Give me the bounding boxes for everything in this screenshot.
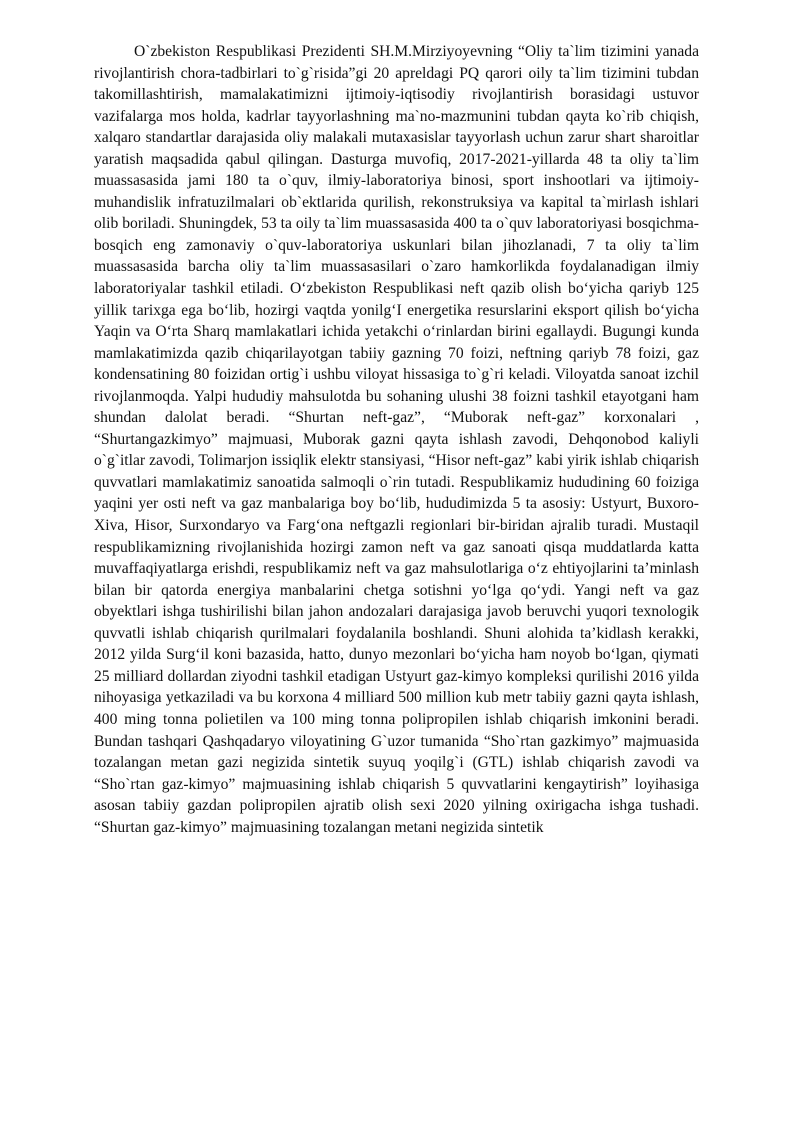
body-paragraph: O`zbekiston Respublikasi Prezidenti SH.M.Mirziyoyevning “Oliy ta`lim tizimini yanada rivojlantirish chora-tadbirlari to`g`risida”gi 20 apreldagi PQ qarori oily ta`lim tizimini tubdan takomillashtirish, mamalakatimizni ijtimoiy-iqtisodiy rivojlantirish borasidagi ustuvor vazifalarga mos holda, kadrlar tayyorlashning ma`no-mazmunini tubdan qayta ko`rib chiqish, xalqaro standartlar darajasida oliy malakali mutaxasislar tayyorlash uchun zarur shart sharoitlar yaratish maqsadida qabul qilingan. Dasturga muvofiq, 2017-2021-yillarda 48 ta oliy ta`lim muassasasida jami 180 ta o`quv, ilmiy-laboratoriya binosi, sport inshootlari va ijtimoiy-muhandislik infratuzilmalari ob`ektlarida qurilish, rekonstruksiya va kapital ta`mirlash ishlari olib boriladi. Shuningdek, 53 ta oily ta`lim muassasasida 400 ta o`quv laboratoriyasi bosqichma-bosqich eng zamonaviy o`quv-laboratoriya uskunlari bilan jihozlanadi, 7 ta oliy ta`lim muassasasida barcha oliy ta`lim muassasasilari o`zaro hamkorlikda foydalanadigan ilmiy laboratoriyalar tashkil etiladi. O‘zbekiston Respublikasi neft qazib olish bo‘yicha qariyb 125 yillik tarixga ega bo‘lib, hozirgi vaqtda yonilg‘I energetika resurslarini eksport qilish bo‘yicha Yaqin va O‘rta Sharq mamlakatlari ichida yetakchi o‘rinlardan birini egallaydi. Bugungi kunda mamlakatimizda qazib chiqarilayotgan tabiiy gazning 70 foizi, neftning qariyb 78 foizi, gaz kondensatining 80 foizidan ortig`i ushbu viloyat hissasiga to`g`ri keladi. Viloyatda sanoat izchil rivojlanmoqda. Yalpi hududiy mahsulotda bu sohaning ulushi 38 foizni tashkil etayotgani ham shundan dalolat beradi. “Shurtan neft-gaz”, “Muborak neft-gaz” korxonalari , “Shurtangazkimyo” majmuasi, Muborak gazni qayta ishlash zavodi, Dehqonobod kaliyli o`g`itlar zavodi, Tolimarjon issiqlik elektr stansiyasi, “Hisor neft-gaz” kabi yirik ishlab chiqarish quvvatlari mamlakatimiz sanoatida salmoqli o`rin tutadi. Respublikamiz hududining 60 foiziga yaqini yer osti neft va gaz manbalariga boy bo‘lib, hududimizda 5 ta asosiy: Ustyurt, Buxoro-Xiva, Hisor, Surxondaryo va Farg‘ona neftgazli regionlari bir-biridan ajralib turadi. Mustaqil respublikamizning rivojlanishida hozirgi zamon neft va gaz sanoati qisqa muddatlarda katta muvaffaqiyatlarga erishdi, respublikamiz neft va gaz mahsulotlariga o‘z ehtiyojlarini ta’minlash bilan bir qatorda energiya manbalarini chetga sotishni yo‘lga qo‘ydi. Yangi neft va gaz obyektlari ishga tushirilishi bilan jahon andozalari darajasiga javob beruvchi yuqori texnologik quvvatli ishlab chiqarish qurilmalari foydalanila boshlandi. Shuni alohida ta’kidlash kerakki, 2012 yilda Surg‘il koni bazasida, hatto, dunyo mezonlari bo‘yicha ham noyob bo‘lgan, qiymati 25 milliard dollardan ziyodni tashkil etadigan Ustyurt gaz-kimyo kompleksi qurilishi 2016 yilda nihoyasiga yetkaziladi va bu korxona 4 milliard 500 million kub metr tabiiy gazni qayta ishlash, 400 ming tonna polietilen va 100 ming tonna polipropilen ishlab chiqarish imkonini beradi. Bundan tashqari Qashqadaryo viloyatining G`uzor tumanida “Sho`rtan gazkimyo” majmuasida tozalangan metan gazi negizida sintetik suyuq yoqilg`i (GTL) ishlab chiqarish zavodi va “Sho`rtan gaz-kimyo” majmuasining ishlab chiqarish 5 quvvatlarini kengaytirish” loyihasiga asosan tabiiy gazdan polipropilen ajratib olish sexi 2020 yilning oxirigacha ishga tushadi. “Shurtan gaz-kimyo” majmuasining tozalangan metani negizida sintetik	[94, 43, 699, 836]
